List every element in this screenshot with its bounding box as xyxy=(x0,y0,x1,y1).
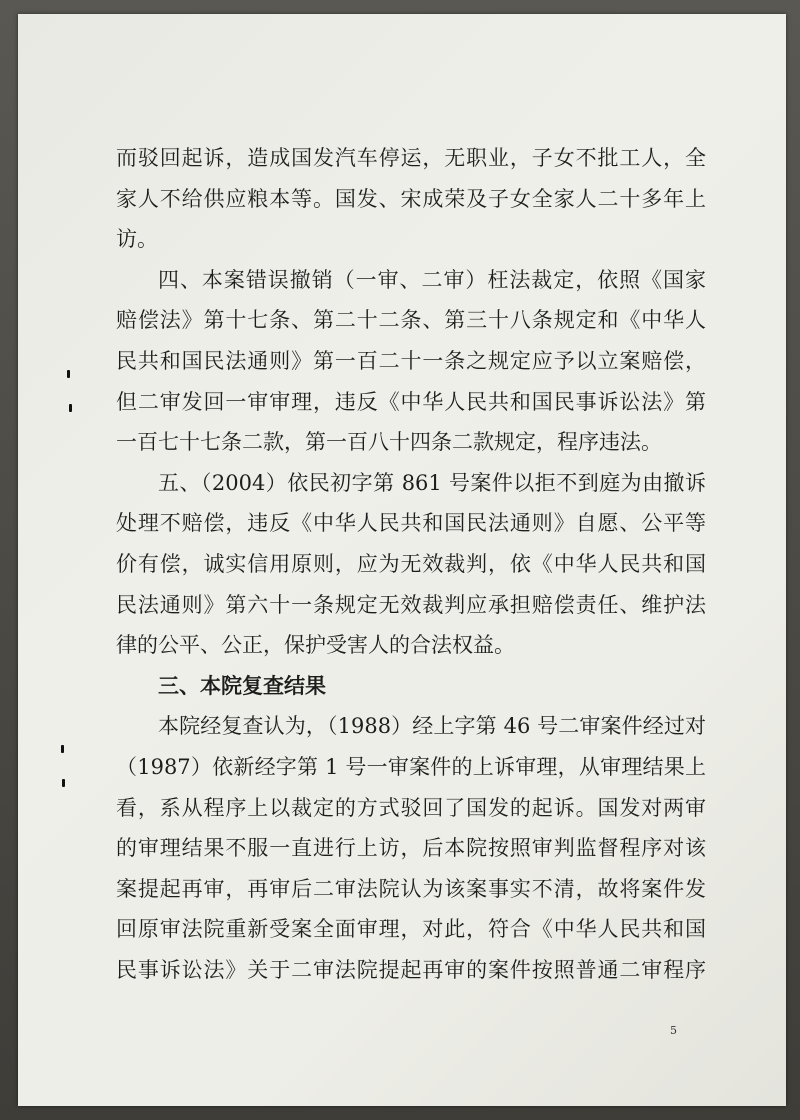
text-line: 四、本案错误撤销（一审、二审）枉法裁定，依照《国家 xyxy=(158,267,706,292)
paragraphs-block-1 xyxy=(116,138,706,666)
text-line: 律的公平、公正，保护受害人的合法权益。 xyxy=(116,633,515,658)
text-line: 五、（2004）依民初字第 861 号案件以拒不到庭为由撤诉 xyxy=(158,470,706,495)
text-line: 民事诉讼法》关于二审法院提起再审的案件按照普通二审程序 xyxy=(116,957,706,982)
text-line: 的审理结果不服一直进行上访，后本院按照审判监督程序对该 xyxy=(116,836,706,861)
text-line: 家人不给供应粮本等。国发、宋成荣及子女全家人二十多年上 xyxy=(116,186,706,211)
page-number: 5 xyxy=(670,1024,677,1037)
text-line: 访。 xyxy=(116,227,158,252)
paragraphs-block-2 xyxy=(116,706,706,990)
punch-mark xyxy=(61,745,64,753)
punch-mark xyxy=(69,404,72,412)
document-body xyxy=(116,138,706,990)
text-line: 一百七十七条二款，第一百八十四条二款规定，程序违法。 xyxy=(116,430,662,455)
section-heading: 三、本院复查结果 xyxy=(158,673,326,698)
text-line: 回原审法院重新受案全面审理，对此，符合《中华人民共和国 xyxy=(116,917,706,942)
text-line: 案提起再审，再审后二审法院认为该案事实不清，故将案件发 xyxy=(116,876,706,901)
text-line: 价有偿，诚实信用原则，应为无效裁判，依《中华人民共和国 xyxy=(116,551,706,576)
text-line: 处理不赔偿，违反《中华人民共和国民法通则》自愿、公平等 xyxy=(116,511,706,536)
text-line: 民法通则》第六十一条规定无效裁判应承担赔偿责任、维护法 xyxy=(116,592,706,617)
text-line: 但二审发回一审审理，违反《中华人民共和国民事诉讼法》第 xyxy=(116,389,706,414)
text-line: 民共和国民法通则》第一百二十一条之规定应予以立案赔偿， xyxy=(116,348,706,373)
text-line: （1987）依新经字第 1 号一审案件的上诉审理，从审理结果上 xyxy=(116,754,706,779)
text-line: 赔偿法》第十七条、第二十二条、第三十八条规定和《中华人 xyxy=(116,308,706,333)
punch-mark xyxy=(62,779,65,787)
text-line: 看，系从程序上以裁定的方式驳回了国发的起诉。国发对两审 xyxy=(116,795,706,820)
text-line: 本院经复查认为，（1988）经上字第 46 号二审案件经过对 xyxy=(158,714,706,739)
text-line: 而驳回起诉，造成国发汽车停运，无职业，子女不批工人，全 xyxy=(116,146,706,170)
punch-mark xyxy=(67,370,70,378)
